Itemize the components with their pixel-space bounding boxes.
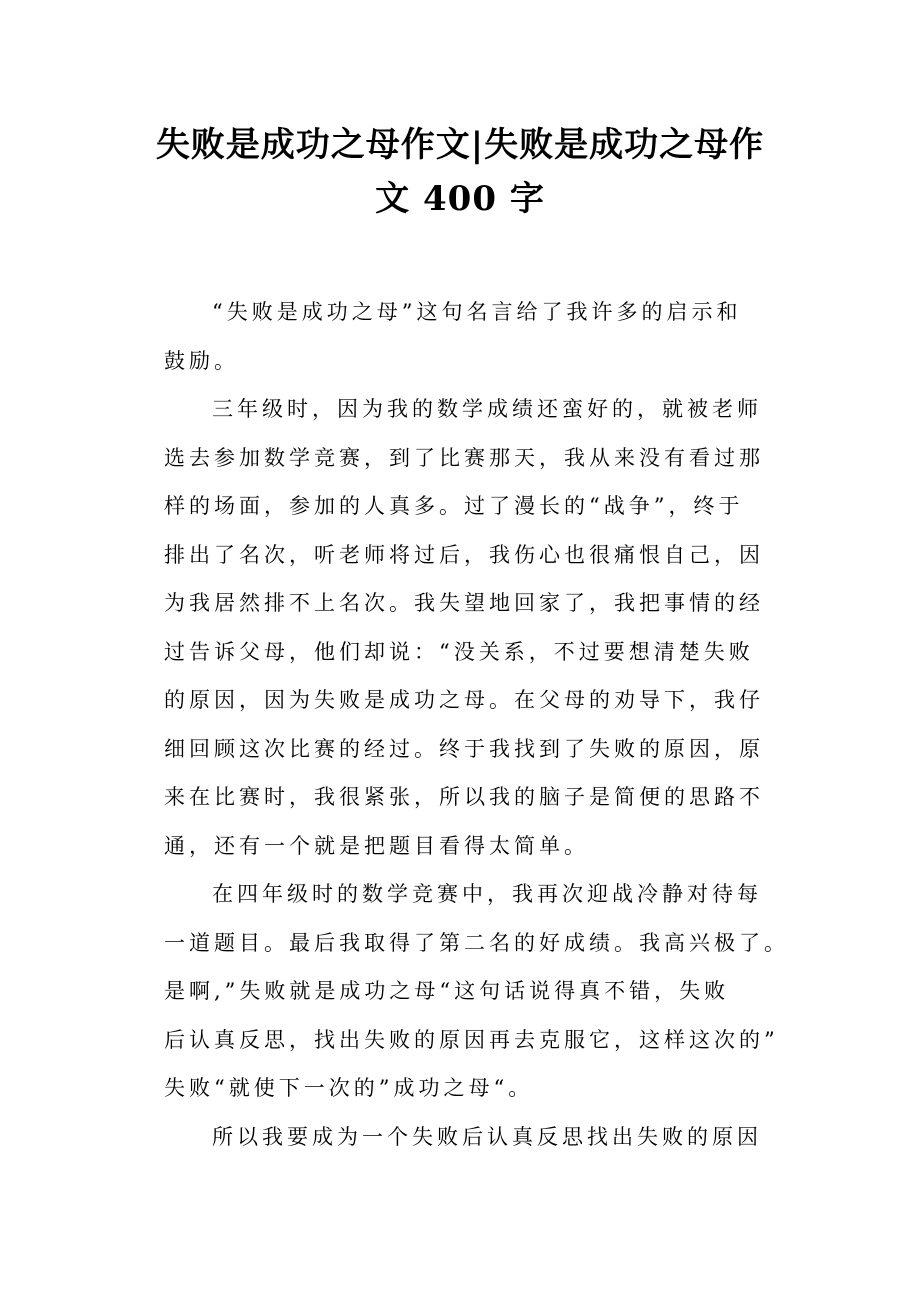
paragraph-4-line: 所以我要成为一个失败后认真反思找出失败的原因 <box>212 1124 762 1149</box>
paragraph-2-line: 的原因，因为失败是成功之母。在父母的劝导下，我仔 <box>164 688 764 712</box>
paragraph-1-line: 鼓励。 <box>164 348 239 373</box>
paragraph-3-line: 在四年级时的数学竞赛中，我再次迎战冷静对待每 <box>212 882 762 906</box>
paragraph-2-line: 排出了名次，听老师将过后，我伤心也很痛恨自己，因 <box>164 542 764 567</box>
paragraph-3-line: 是啊,”失败就是成功之母“这句话说得真不错，失败 <box>164 979 730 1003</box>
paragraph-3-line: 失败“就使下一次的”成功之母“。 <box>164 1076 534 1100</box>
paragraph-2-line: 细回顾这次比赛的经过。终于我找到了失败的原因，原 <box>164 736 764 761</box>
paragraph-2-line: 选去参加数学竞赛，到了比赛那天，我从来没有看过那 <box>164 445 764 470</box>
paragraph-2-line: 过告诉父母，他们却说：“没关系，不过要想清楚失败 <box>164 639 754 664</box>
paragraph-2-line: 三年级时，因为我的数学成绩还蛮好的，就被老师 <box>212 397 762 421</box>
title-line: 失败是成功之母作文|失败是成功之母作 <box>155 125 765 165</box>
paragraph-2-line: 样的场面，参加的人真多。过了漫长的“战争”，终于 <box>164 494 744 518</box>
document-title <box>140 118 780 226</box>
paragraph-1-line: “失败是成功之母”这句名言给了我许多的启示和 <box>212 300 742 324</box>
paragraph-2-line: 来在比赛时，我很紧张，所以我的脑子是简便的思路不 <box>164 785 764 809</box>
paragraph-3-line: 后认真反思，找出失败的原因再去克服它，这样这次的” <box>164 1027 779 1052</box>
document-body <box>164 288 789 1161</box>
paragraph-2-line: 通，还有一个就是把题目看得太简单。 <box>164 833 589 858</box>
paragraph-3-line: 一道题目。最后我取得了第二名的好成绩。我高兴极了。 <box>164 930 789 955</box>
title-line: 文 400 字 <box>375 179 545 219</box>
paragraph-2-line: 为我居然排不上名次。我失望地回家了，我把事情的经 <box>164 591 764 615</box>
